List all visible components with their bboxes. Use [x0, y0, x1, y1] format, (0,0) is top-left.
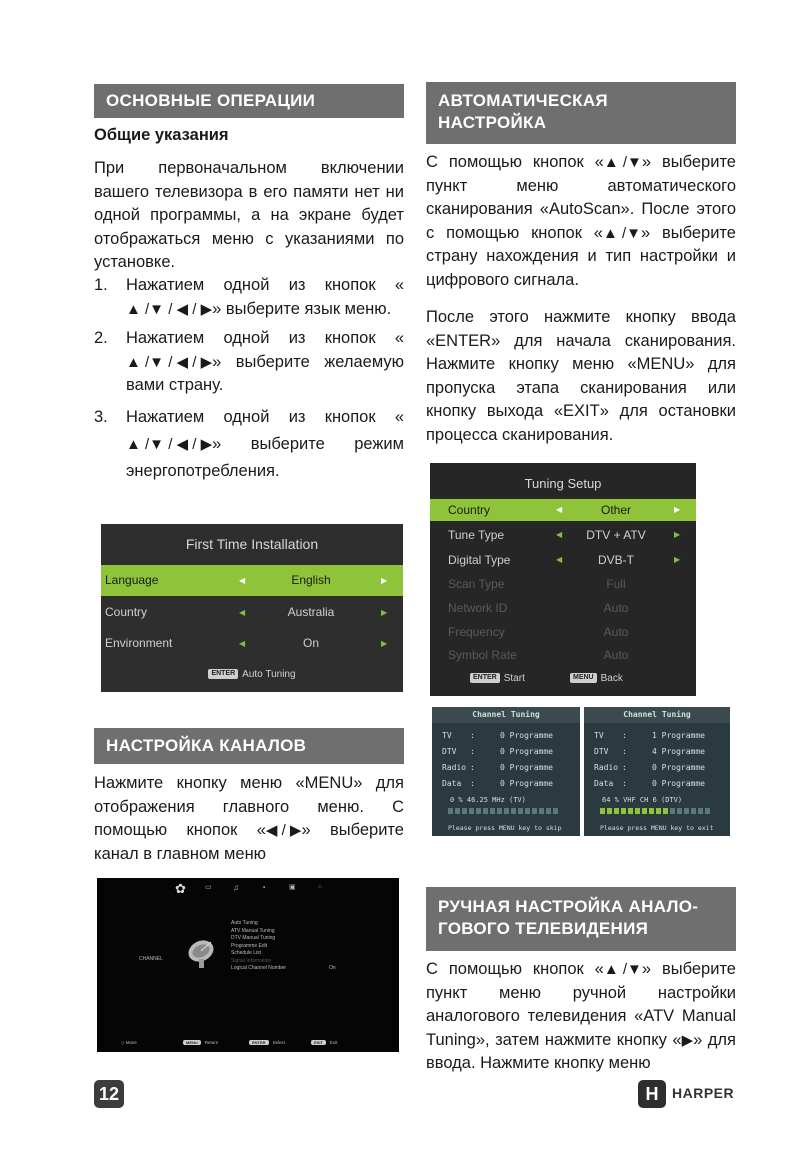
- count-row-data: Data : 0 Programme: [442, 777, 574, 791]
- satellite-dish-icon: [185, 936, 219, 972]
- row-label: Environment: [105, 636, 173, 650]
- harper-logo-icon: H: [638, 1080, 666, 1108]
- paragraph-text: » выберите пункт меню автоматического сканирования «AutoScan». После этого с помощью кнопок «: [426, 153, 736, 242]
- row-value: Auto: [603, 648, 629, 662]
- arrow-keys-icon: ▲ /▼ / ◀ / ▶: [126, 300, 213, 318]
- menu-item-dtv-manual-tuning[interactable]: DTV Manual Tuning: [231, 935, 276, 941]
- menu-item-logical-channel-number[interactable]: Logical Channel Number: [231, 965, 287, 971]
- step-item: [94, 327, 404, 398]
- paragraph-text: С помощью кнопок «: [426, 153, 604, 171]
- main-menu-screen: [97, 878, 399, 1052]
- auto-tuning-title-line-2: НАСТРОЙКА: [438, 113, 547, 132]
- row-value: 0 Programme: [500, 779, 553, 788]
- menu-row-language[interactable]: [101, 565, 403, 596]
- menu-row-environment[interactable]: [101, 628, 403, 659]
- arrow-keys-icon: ▲ /▼: [603, 154, 642, 171]
- row-label: TV: [594, 731, 604, 740]
- row-label: Scan Type: [448, 577, 505, 591]
- basic-operations-heading: [94, 84, 404, 118]
- step-text-post: » выберите режим энергопотребления.: [126, 434, 404, 480]
- step-text-post: » выберите желаемую вами страну.: [126, 352, 404, 394]
- row-label: Language: [105, 573, 159, 587]
- menu-key-icon: MENU: [570, 673, 597, 683]
- gear-icon[interactable]: ✿: [175, 881, 186, 896]
- row-label: Country: [448, 503, 491, 517]
- tuning-row-symbol-rate: [430, 644, 696, 666]
- clock-icon[interactable]: ◔: [261, 883, 266, 892]
- row-value: Auto: [603, 625, 629, 639]
- paragraph-text: » выберите пункт меню ручной настройки аналогового телевидения «ATV Manual Tuning», затем нажмите кнопку «: [426, 960, 736, 1049]
- screen-footer: [101, 669, 403, 680]
- row-value: DTV + ATV: [586, 528, 646, 542]
- step-number: 2.: [94, 329, 108, 347]
- menu-key-icon: MENU: [183, 1040, 201, 1045]
- menu-tab-bar: [175, 883, 335, 895]
- screen-title: Channel Tuning: [432, 707, 580, 723]
- arrow-left-icon: ◀: [239, 576, 246, 585]
- row-label: Network ID: [448, 601, 508, 615]
- music-icon[interactable]: ♫: [233, 883, 239, 892]
- count-row-tv: TV : 0 Programme: [442, 729, 574, 743]
- row-label: Frequency: [448, 625, 505, 639]
- count-row-dtv: DTV : 4 Programme: [594, 745, 724, 759]
- arrow-right-icon: ▶: [674, 530, 681, 539]
- arrow-right-icon: ▶: [674, 505, 681, 514]
- arrow-left-icon: ◀: [556, 555, 563, 564]
- step-item: [94, 274, 404, 321]
- row-label: Radio: [442, 763, 467, 772]
- step-text-pre: Нажатием одной из кнопок «: [126, 276, 404, 294]
- scan-progress-bar: [448, 808, 560, 814]
- footer-label: Return: [204, 1040, 219, 1045]
- step-item: [94, 404, 404, 485]
- manual-tuning-title-line-2: ГОВОГО ТЕЛЕВИДЕНИЯ: [438, 919, 649, 938]
- arrow-keys-icon: ▲ /▼: [603, 961, 642, 978]
- step-number: 3.: [94, 407, 108, 426]
- arrow-right-icon: ▶: [381, 639, 388, 648]
- channel-tuning-screen-skip: [432, 707, 580, 836]
- auto-tuning-title-line-1: АВТОМАТИЧЕСКАЯ: [438, 91, 608, 110]
- tuning-setup-screen: [430, 463, 696, 696]
- footer-label: Auto Tuning: [242, 669, 296, 680]
- count-row-radio: Radio : 0 Programme: [442, 761, 574, 775]
- footer-label: Back: [600, 673, 623, 684]
- count-row-data: Data : 0 Programme: [594, 777, 724, 791]
- count-row-dtv: DTV : 0 Programme: [442, 745, 574, 759]
- footer-label: Move: [125, 1040, 137, 1045]
- row-label: Symbol Rate: [448, 648, 517, 662]
- harper-logo: [638, 1080, 735, 1108]
- row-value: 0 Programme: [652, 779, 705, 788]
- channel-tuning-screen-exit: [584, 707, 730, 836]
- row-value: Australia: [287, 605, 335, 619]
- menu-item-atv-manual-tuning[interactable]: ATV Manual Tuning: [231, 927, 275, 934]
- row-value: Other: [600, 503, 631, 517]
- enter-key-icon: ENTER: [208, 669, 238, 679]
- monitor-icon[interactable]: ▭: [205, 884, 212, 891]
- tuning-row-country[interactable]: [430, 499, 696, 521]
- enter-key-icon: ENTER: [470, 673, 500, 683]
- screen-title: First Time Installation: [185, 536, 319, 552]
- row-label: Digital Type: [448, 553, 511, 567]
- arrow-right-icon: ▶: [681, 1031, 694, 1049]
- page-number-badge: [94, 1080, 124, 1108]
- row-label: DTV: [594, 747, 609, 756]
- auto-tuning-heading: [426, 82, 736, 144]
- menu-item-auto-tuning[interactable]: Auto Tuning: [231, 920, 258, 926]
- grid-icon[interactable]: ⁘: [317, 884, 323, 891]
- auto-tuning-paragraph-1: [426, 151, 736, 292]
- arrow-right-icon: ▶: [674, 555, 681, 564]
- arrow-keys-icon: ◀ / ▶: [265, 822, 302, 839]
- intro-paragraph: При первоначальном включении вашего телевизора в его памяти нет ни одной программы, а на экране будет отображаться меню с указаниями по установке.: [94, 159, 404, 271]
- row-value: English: [291, 573, 331, 587]
- scan-status: 64 % VHF CH 6 (DTV): [602, 796, 683, 804]
- tuning-row-scan-type: [430, 573, 696, 595]
- row-label: Tune Type: [448, 528, 505, 542]
- enter-key-icon: ENTER: [249, 1040, 269, 1045]
- manual-tuning-paragraph: [426, 958, 736, 1076]
- row-label: Data: [442, 779, 462, 788]
- row-value: 4 Programme: [652, 747, 705, 756]
- scan-progress-bar: [600, 808, 710, 814]
- installation-steps-list: [94, 274, 404, 491]
- menu-items-list: [231, 920, 286, 973]
- row-value: 0 Programme: [500, 763, 553, 772]
- menu-item-schedule-list[interactable]: Schedule List: [231, 950, 262, 956]
- paragraph-text: » выберите страну нахождения и тип настройки и цифрового сигнала.: [426, 223, 736, 289]
- screen-title: Channel Tuning: [584, 707, 730, 723]
- count-row-radio: Radio : 0 Programme: [594, 761, 724, 775]
- tuning-row-tune-type[interactable]: [430, 524, 696, 546]
- row-value: Full: [606, 577, 626, 591]
- scan-status: 0 % 46.25 MHz (TV): [450, 796, 526, 804]
- count-row-tv: TV : 1 Programme: [594, 729, 724, 743]
- arrow-right-icon: ▶: [381, 608, 388, 617]
- page-number: 12: [98, 1084, 120, 1104]
- paragraph-text: Нажмите кнопку меню «MENU» для отображения главного меню. С помощью кнопок «: [94, 774, 404, 839]
- scan-progress-fill: [600, 808, 670, 814]
- step-text-pre: Нажатием одной из кнопок «: [126, 407, 404, 426]
- row-label: Country: [105, 605, 148, 619]
- channel-setup-title: НАСТРОЙКА КАНАЛОВ: [106, 736, 307, 755]
- lcn-value: On: [329, 965, 336, 971]
- row-value: 0 Programme: [500, 731, 553, 740]
- arrow-left-icon: ◀: [556, 505, 563, 514]
- tuning-row-digital-type[interactable]: [430, 549, 696, 571]
- row-label: Data: [594, 779, 614, 788]
- section-label: CHANNEL: [139, 956, 163, 962]
- row-label: DTV: [442, 747, 457, 756]
- brand-name: HARPER: [672, 1085, 735, 1101]
- screen-title: Tuning Setup: [524, 476, 602, 491]
- channel-setup-heading: [94, 728, 404, 764]
- menu-item-programme-edit[interactable]: Programme Edit: [231, 942, 268, 949]
- auto-tuning-paragraph-2: После этого нажмите кнопку ввода «ENTER» для начала сканирования. Нажмите кнопку меню «MENU» для пропуска этапа сканирования или кнопку выхода «EXIT» для остановки процесса сканирования.: [426, 308, 736, 444]
- skip-hint: Please press MENU key to skip: [448, 824, 562, 832]
- lock-icon[interactable]: ▣: [289, 884, 296, 891]
- tuning-row-frequency: [430, 621, 696, 643]
- paragraph-text: » для ввода. Нажмите кнопку меню: [426, 1030, 736, 1072]
- row-label: TV: [442, 731, 452, 740]
- menu-item-signal-information[interactable]: Signal Information: [231, 957, 272, 964]
- row-value: 0 Programme: [652, 763, 705, 772]
- exit-hint: Please press MENU key to exit: [600, 824, 714, 832]
- row-label: Radio: [594, 763, 619, 772]
- exit-key-icon: EXIT: [311, 1040, 326, 1045]
- arrow-left-icon: ◀: [556, 530, 563, 539]
- basic-operations-title: ОСНОВНЫЕ ОПЕРАЦИИ: [106, 91, 316, 110]
- row-value: 0 Programme: [500, 747, 553, 756]
- arrow-left-icon: ◀: [239, 639, 246, 648]
- general-instructions-subtitle: Общие указания: [94, 126, 229, 144]
- arrow-right-icon: ▶: [381, 576, 388, 585]
- footer-label: Start: [503, 673, 525, 684]
- manual-analog-tuning-heading: [426, 887, 736, 951]
- row-value: On: [302, 636, 319, 650]
- move-key-icon: ◇: [121, 1040, 125, 1045]
- menu-row-country[interactable]: [101, 597, 403, 628]
- footer-label: Select: [272, 1040, 286, 1045]
- paragraph-text: » выберите канал в главном меню: [94, 821, 404, 863]
- arrow-keys-icon: ▲ /▼: [602, 224, 641, 242]
- row-value: Auto: [603, 601, 629, 615]
- first-time-installation-screen: [101, 524, 403, 692]
- arrow-keys-icon: ▲ /▼ / ◀ / ▶: [126, 435, 213, 453]
- step-text-post: » выберите язык меню.: [212, 299, 392, 318]
- row-value: 1 Programme: [652, 731, 705, 740]
- arrow-left-icon: ◀: [239, 608, 246, 617]
- channel-setup-paragraph: [94, 772, 404, 866]
- tuning-row-network-id: [430, 597, 696, 619]
- manual-tuning-title-line-1: РУЧНАЯ НАСТРОЙКА АНАЛО-: [438, 897, 699, 916]
- footer-label: Exit: [329, 1040, 338, 1045]
- row-value: DVB-T: [598, 553, 634, 567]
- step-text-pre: Нажатием одной из кнопок «: [126, 329, 404, 347]
- paragraph-text: С помощью кнопок «: [426, 960, 604, 978]
- step-number: 1.: [94, 276, 108, 294]
- arrow-keys-icon: ▲ /▼ / ◀ / ▶: [126, 353, 213, 371]
